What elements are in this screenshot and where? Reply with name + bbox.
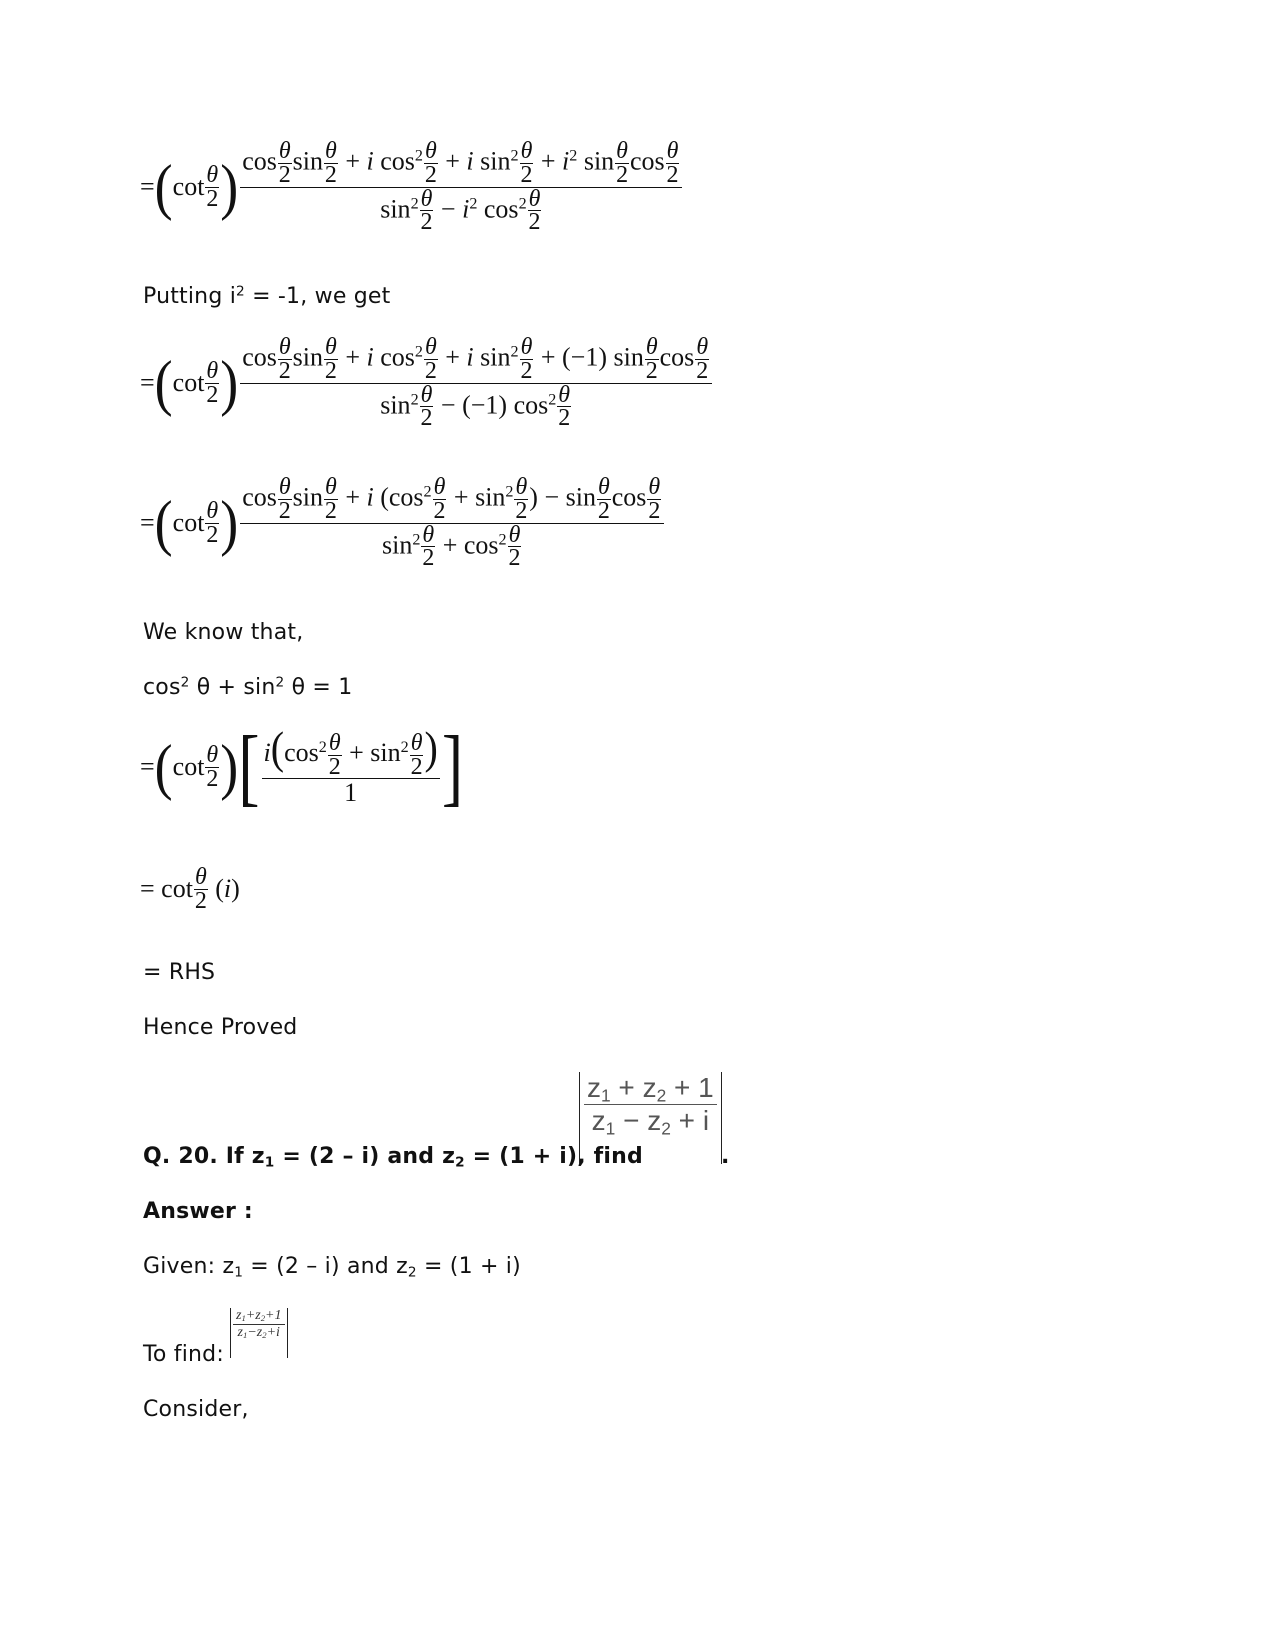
equation-5: = cot θ 2 (i): [140, 864, 240, 914]
identity-line: $\cos^2 \theta + \sin^2 \theta = 1$: [143, 674, 353, 700]
equation-1: = ( cot θ 2 ) cos $\frac{\theta}{2}$ sin $\frac{\theta}{2}$ + i $\cos^2$ $\frac{\theta}{2}$ + i $\sin^2$ $\frac{\theta}{2}$ + $i^2$ sin $\frac{\theta}{2}$ cos $\frac{\theta}{2}$ $\sin^2$ $\frac{\theta}{2}$ − $i^2$ $\cos^2$ $\frac{\theta}{2}$: [140, 140, 684, 234]
to-find-line: To find:: [143, 1342, 224, 1367]
rhs-line: = RHS: [143, 960, 216, 985]
question-20-period: .: [721, 1144, 730, 1169]
given-line: Given: $z_1 = (2 - i)$ and $z_2 = (1 + i)$: [143, 1254, 521, 1281]
we-know-line: We know that,: [143, 620, 304, 645]
question-20-abs-expression: $z_1 + z_2 + 1$ $z_1 - z_2 + i$: [575, 1072, 726, 1169]
equation-4: = ( cot θ 2 ) [ $i(\cos^2$ $\frac{\theta}{2}$ + $\sin^2$ $\frac{\theta}{2}$ ) 1 ]: [140, 718, 464, 815]
hence-proved-line: Hence Proved: [143, 1015, 298, 1040]
equation-2: = ( cot θ 2 ) cos $\frac{\theta}{2}$ sin $\frac{\theta}{2}$ + i $\cos^2$ $\frac{\theta}{2}$ + i $\sin^2$ $\frac{\theta}{2}$ + (−1) sin $\frac{\theta}{2}$ cos $\frac{\theta}{2}$ $\sin^2$ $\frac{\theta}{2}$ − (−1) $\cos^2$ $\frac{\theta}{2}$: [140, 336, 714, 430]
consider-line: Consider,: [143, 1397, 249, 1422]
question-20: Q. 20. If $z_1 = (2 - i)$ and $z_2 = (1 + i)$, find: [143, 1144, 643, 1171]
equation-3: = ( cot θ 2 ) cos $\frac{\theta}{2}$ sin $\frac{\theta}{2}$ + i ($\cos^2$ $\frac{\theta}{2}$ + $\sin^2$ $\frac{\theta}{2}$ ) − sin $\frac{\theta}{2}$ cos $\frac{\theta}{2}$ $\sin^2$ $\frac{\theta}{2}$ + $\cos^2$ $\frac{\theta}{2}$: [140, 476, 666, 570]
to-find-abs-expression: $z_1+z_2+1$ $z_1-z_2+i$: [228, 1308, 290, 1363]
putting-line: Putting $i^2 = -1$, we get: [143, 283, 391, 309]
answer-heading: Answer :: [143, 1199, 253, 1224]
